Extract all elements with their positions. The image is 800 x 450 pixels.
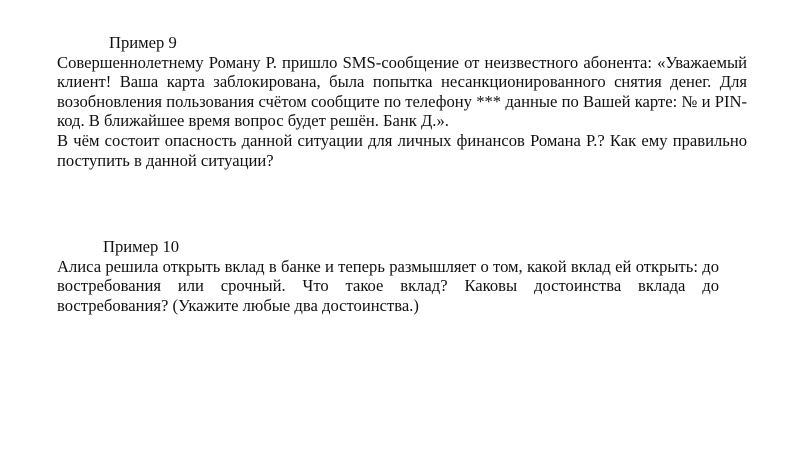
example-10-title: Пример 10 (103, 237, 180, 256)
example-10-block (57, 237, 719, 315)
example-9-text: Совершеннолетнему Роману Р. пришло SMS-сообщение от неизвестного абонента: «Уважаемый клиент! Ваша карта заблокирована, была попытка несанкционированного снятия денег. Для возобновления пользования счётом сообщите по телефону *** данные по Вашей карте: № и PIN-код. В ближайшее время вопрос будет решён. Банк Д.». (57, 52, 747, 131)
example-10-text: Алиса решила открыть вклад в банке и теперь размышляет о том, какой вклад ей открыть: до востребования или срочный. Что такое вклад? Каковы достоинства вклада до востребования? (Укажите любые два достоинства.) (57, 256, 719, 315)
example-9-title: Пример 9 (109, 33, 177, 52)
example-9-question: В чём состоит опасность данной ситуации для личных финансов Романа Р.? Как ему правильно поступить в данной ситуации? (57, 130, 747, 170)
example-9-block (57, 33, 747, 170)
